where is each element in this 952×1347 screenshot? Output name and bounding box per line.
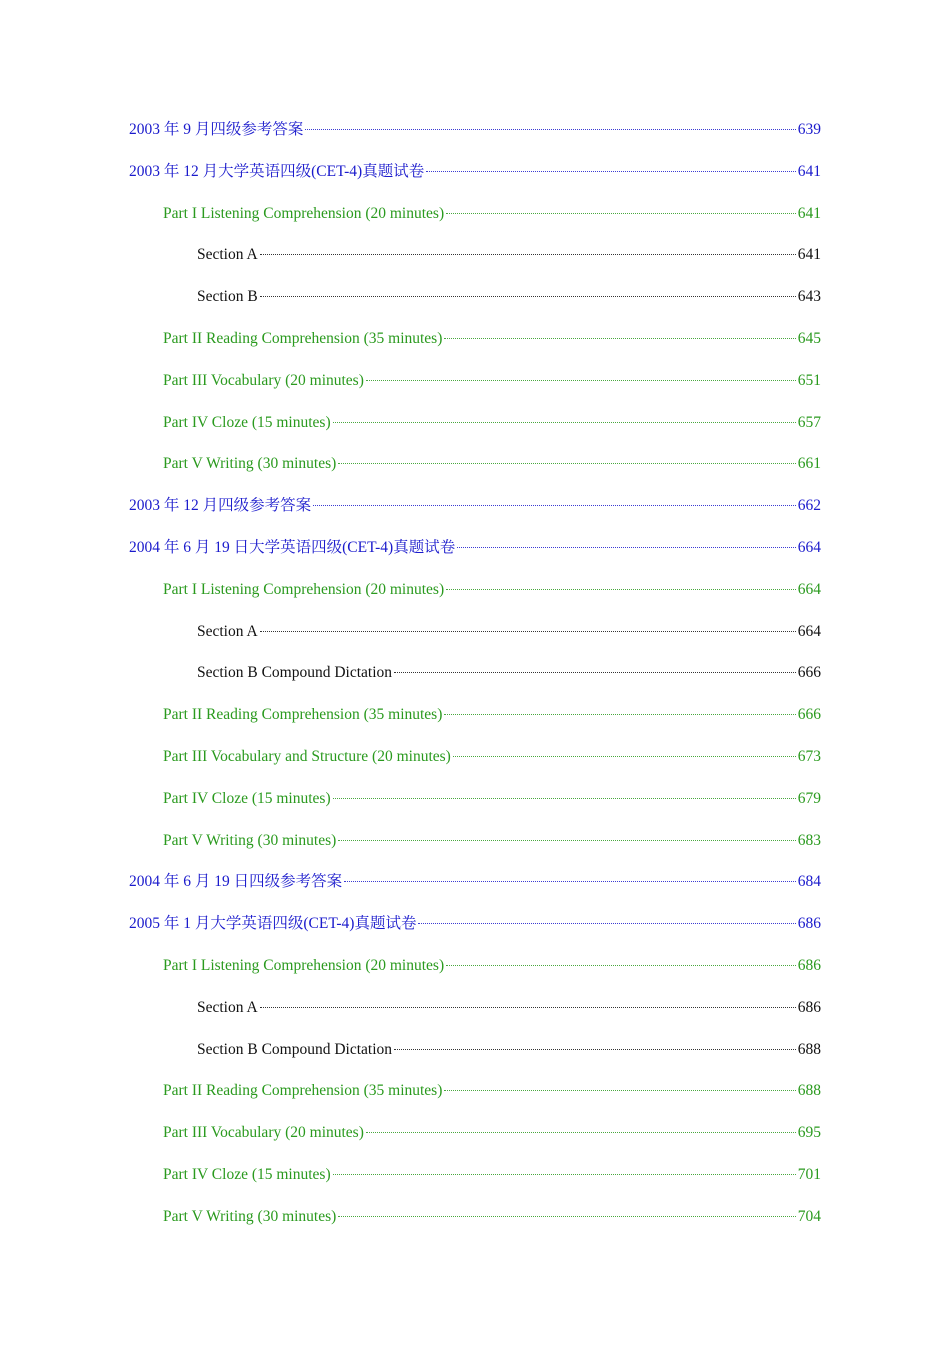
toc-entry-page-number: 641	[797, 246, 821, 264]
toc-entry-title: Part V Writing (30 minutes)	[163, 455, 337, 473]
toc-entry-page-number: 679	[797, 789, 821, 807]
toc-entry-level-3[interactable]	[0, 276, 952, 318]
toc-entry-page-number: 664	[797, 538, 821, 556]
toc-dot-leader	[260, 253, 796, 255]
toc-dot-leader	[333, 797, 796, 799]
toc-entry-level-3[interactable]	[0, 652, 952, 694]
toc-entry-page-number: 684	[797, 873, 821, 891]
toc-entry-title: 2003 年 9 月四级参考答案	[129, 121, 304, 138]
toc-entry-page-number: 683	[797, 831, 821, 849]
toc-entry-title: Part III Vocabulary and Structure (20 minutes)	[163, 747, 451, 765]
toc-entry-level-2[interactable]	[0, 402, 952, 444]
toc-dot-leader	[333, 1173, 796, 1175]
toc-entry-level-1[interactable]	[0, 485, 952, 527]
toc-entry-level-2[interactable]	[0, 318, 952, 360]
toc-entry-page-number: 651	[797, 371, 821, 389]
toc-dot-leader	[366, 379, 796, 381]
toc-entry-title: Section A	[197, 998, 258, 1016]
toc-dot-leader	[446, 212, 796, 214]
toc-entry-page-number: 643	[797, 288, 821, 306]
toc-entry-title: Part II Reading Comprehension (35 minutes)	[163, 329, 443, 347]
toc-entry-level-2[interactable]	[0, 1070, 952, 1112]
toc-entry-title: Part I Listening Comprehension (20 minutes)	[163, 204, 445, 222]
toc-entry-page-number: 666	[797, 664, 821, 682]
toc-entry-title: 2004 年 6 月 19 日大学英语四级(CET-4)真题试卷	[129, 538, 456, 556]
toc-entry-title: Part IV Cloze (15 minutes)	[163, 413, 331, 431]
toc-entry-title: Section B Compound Dictation	[197, 1040, 393, 1058]
toc-dot-leader	[426, 170, 796, 172]
toc-entry-level-1[interactable]	[0, 151, 952, 193]
toc-entry-title: Part I Listening Comprehension (20 minutes)	[163, 580, 445, 598]
toc-dot-leader	[457, 546, 796, 548]
toc-entry-page-number: 645	[797, 329, 821, 347]
toc-entry-level-1[interactable]	[0, 527, 952, 569]
toc-dot-leader	[394, 1048, 796, 1050]
toc-entry-title: Section A	[197, 246, 258, 264]
toc-entry-page-number: 695	[797, 1124, 821, 1142]
toc-dot-leader	[338, 462, 795, 464]
table-of-contents	[0, 109, 952, 1238]
toc-entry-title: 2003 年 12 月大学英语四级(CET-4)真题试卷	[129, 162, 425, 180]
toc-entry-page-number: 666	[797, 706, 821, 724]
toc-entry-title: 2005 年 1 月大学英语四级(CET-4)真题试卷	[129, 915, 417, 933]
toc-entry-title: Part II Reading Comprehension (35 minutes)	[163, 706, 443, 724]
toc-entry-page-number: 661	[797, 455, 821, 473]
toc-dot-leader	[446, 588, 796, 590]
toc-entry-page-number: 662	[797, 497, 821, 515]
toc-entry-level-2[interactable]	[0, 443, 952, 485]
toc-dot-leader	[338, 839, 795, 841]
toc-dot-leader	[313, 504, 796, 506]
toc-entry-title: Part V Writing (30 minutes)	[163, 831, 337, 849]
toc-entry-level-1[interactable]	[0, 109, 952, 151]
toc-entry-page-number: 688	[797, 1082, 821, 1100]
toc-dot-leader	[333, 421, 796, 423]
toc-dot-leader	[260, 295, 796, 297]
toc-entry-title: Section A	[197, 622, 258, 640]
toc-dot-leader	[453, 755, 796, 757]
toc-entry-level-3[interactable]	[0, 611, 952, 653]
toc-entry-level-2[interactable]	[0, 778, 952, 820]
toc-dot-leader	[260, 1006, 796, 1008]
toc-entry-title: 2004 年 6 月 19 日四级参考答案	[129, 873, 343, 891]
toc-dot-leader	[305, 128, 795, 130]
toc-dot-leader	[444, 1089, 795, 1091]
toc-entry-level-2[interactable]	[0, 736, 952, 778]
toc-entry-page-number: 704	[797, 1207, 821, 1225]
toc-entry-page-number: 701	[797, 1165, 821, 1183]
toc-dot-leader	[444, 337, 795, 339]
toc-entry-level-2[interactable]	[0, 1196, 952, 1238]
toc-entry-title: Section B Compound Dictation	[197, 664, 393, 682]
toc-entry-level-2[interactable]	[0, 1154, 952, 1196]
toc-entry-level-2[interactable]	[0, 1112, 952, 1154]
toc-entry-title: Part II Reading Comprehension (35 minutes)	[163, 1082, 443, 1100]
toc-dot-leader	[338, 1215, 795, 1217]
toc-dot-leader	[444, 713, 795, 715]
toc-entry-level-3[interactable]	[0, 1029, 952, 1071]
toc-entry-level-1[interactable]	[0, 903, 952, 945]
toc-entry-page-number: 641	[797, 204, 821, 222]
toc-entry-level-2[interactable]	[0, 360, 952, 402]
toc-dot-leader	[366, 1131, 796, 1133]
toc-entry-level-2[interactable]	[0, 569, 952, 611]
toc-entry-title: Section B	[197, 288, 258, 306]
toc-dot-leader	[344, 880, 796, 882]
toc-dot-leader	[394, 671, 796, 673]
toc-entry-level-2[interactable]	[0, 820, 952, 862]
toc-dot-leader	[260, 630, 796, 632]
toc-entry-page-number: 673	[797, 747, 821, 765]
toc-dot-leader	[418, 922, 795, 924]
toc-entry-title: Part IV Cloze (15 minutes)	[163, 789, 331, 807]
toc-entry-level-3[interactable]	[0, 987, 952, 1029]
toc-entry-title: Part V Writing (30 minutes)	[163, 1207, 337, 1225]
toc-entry-page-number: 664	[797, 580, 821, 598]
toc-entry-title: Part III Vocabulary (20 minutes)	[163, 371, 364, 389]
toc-entry-title: Part I Listening Comprehension (20 minutes)	[163, 956, 445, 974]
toc-entry-page-number: 686	[797, 956, 821, 974]
toc-entry-title: Part IV Cloze (15 minutes)	[163, 1165, 331, 1183]
toc-entry-level-3[interactable]	[0, 234, 952, 276]
toc-entry-page-number: 688	[797, 1040, 821, 1058]
toc-entry-page-number: 686	[797, 915, 821, 933]
toc-entry-level-2[interactable]	[0, 193, 952, 235]
toc-entry-page-number: 639	[797, 121, 821, 138]
toc-entry-page-number: 664	[797, 622, 821, 640]
toc-entry-page-number: 686	[797, 998, 821, 1016]
toc-entry-title: Part III Vocabulary (20 minutes)	[163, 1124, 364, 1142]
toc-entry-title: 2003 年 12 月四级参考答案	[129, 497, 312, 515]
toc-entry-level-1[interactable]	[0, 861, 952, 903]
toc-entry-page-number: 657	[797, 413, 821, 431]
toc-entry-level-2[interactable]	[0, 945, 952, 987]
toc-entry-page-number: 641	[797, 162, 821, 180]
toc-dot-leader	[446, 964, 796, 966]
toc-entry-level-2[interactable]	[0, 694, 952, 736]
